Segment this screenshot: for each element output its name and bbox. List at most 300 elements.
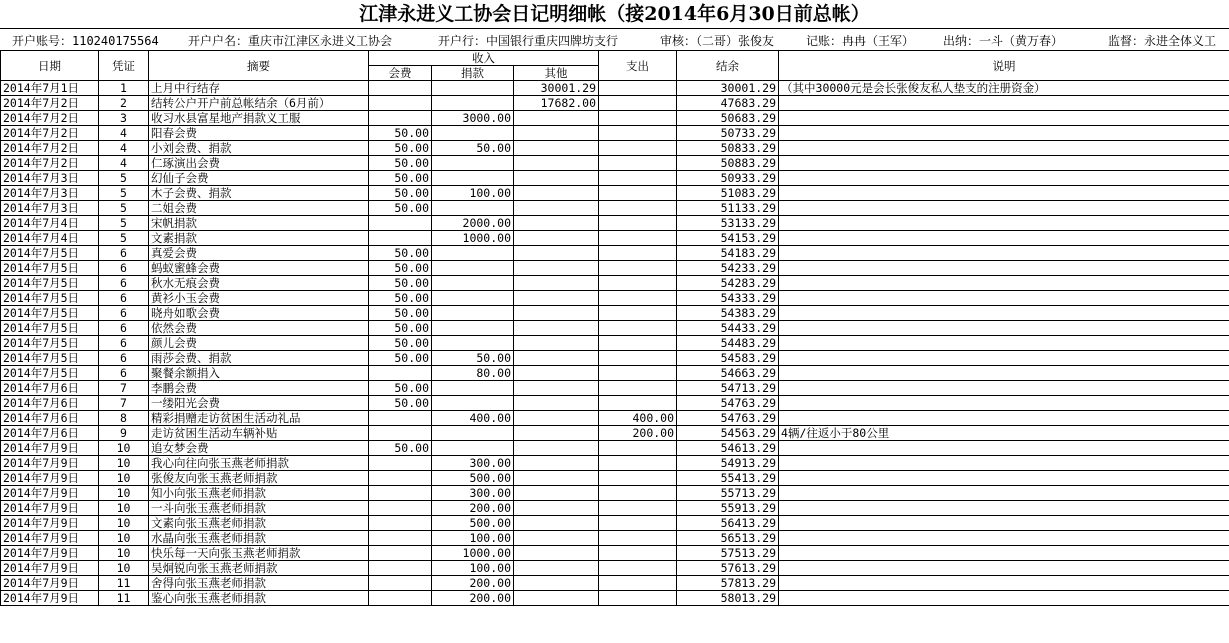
cell-expense: 400.00 — [599, 411, 677, 426]
cell-voucher: 4 — [99, 126, 149, 141]
table-row — [1, 501, 1229, 516]
cell-other — [514, 336, 599, 351]
table-row — [1, 321, 1229, 336]
cell-balance: 55413.29 — [677, 471, 779, 486]
cell-expense — [599, 276, 677, 291]
cell-donation: 300.00 — [432, 456, 514, 471]
cell-voucher: 6 — [99, 276, 149, 291]
col-note: 说明 — [779, 51, 1229, 81]
cell-voucher: 10 — [99, 471, 149, 486]
cell-other — [514, 306, 599, 321]
cell-summary: 结转公户开户前总帐结余（6月前） — [149, 96, 369, 111]
cell-fee: 50.00 — [369, 396, 432, 411]
table-row — [1, 276, 1229, 291]
cell-donation: 500.00 — [432, 471, 514, 486]
col-balance: 结余 — [677, 51, 779, 81]
cell-balance: 54233.29 — [677, 261, 779, 276]
cell-other — [514, 531, 599, 546]
cell-other — [514, 126, 599, 141]
cell-other — [514, 276, 599, 291]
cell-balance: 54763.29 — [677, 396, 779, 411]
cell-summary: 文素捐款 — [149, 231, 369, 246]
table-row — [1, 216, 1229, 231]
cell-balance: 50833.29 — [677, 141, 779, 156]
cell-fee — [369, 576, 432, 591]
account-number: 开户账号：110240175564 — [12, 34, 159, 48]
cell-donation — [432, 306, 514, 321]
cell-summary: 仁琢演出会费 — [149, 156, 369, 171]
cell-date: 2014年7月9日 — [1, 516, 99, 531]
bookkeeper: 记账：冉冉（王军） — [806, 34, 915, 48]
cell-fee — [369, 561, 432, 576]
cell-voucher: 6 — [99, 366, 149, 381]
cell-expense — [599, 96, 677, 111]
col-voucher: 凭证 — [99, 51, 149, 81]
cell-expense — [599, 141, 677, 156]
cell-summary: 知小向张玉燕老师捐款 — [149, 486, 369, 501]
cell-date: 2014年7月9日 — [1, 456, 99, 471]
cell-balance: 54283.29 — [677, 276, 779, 291]
cell-date: 2014年7月2日 — [1, 96, 99, 111]
cell-fee — [369, 216, 432, 231]
cell-other — [514, 141, 599, 156]
ledger-title: 江津永进义工协会日记明细帐（接2014年6月30日前总帐） — [0, 0, 1229, 29]
cell-summary: 吴炯锐向张玉燕老师捐款 — [149, 561, 369, 576]
cell-donation — [432, 336, 514, 351]
cell-voucher: 5 — [99, 231, 149, 246]
cell-balance: 54663.29 — [677, 366, 779, 381]
cell-other — [514, 501, 599, 516]
cell-note — [779, 531, 1229, 546]
cell-date: 2014年7月9日 — [1, 441, 99, 456]
cell-summary: 颜儿会费 — [149, 336, 369, 351]
table-row — [1, 291, 1229, 306]
cell-other — [514, 171, 599, 186]
cell-summary: 追女梦会费 — [149, 441, 369, 456]
cell-note — [779, 216, 1229, 231]
cell-summary: 蚂蚁蜜蜂会费 — [149, 261, 369, 276]
cell-expense — [599, 351, 677, 366]
cell-summary: 快乐每一天向张玉燕老师捐款 — [149, 546, 369, 561]
cell-note — [779, 276, 1229, 291]
cell-other — [514, 351, 599, 366]
cell-note — [779, 111, 1229, 126]
cell-summary: 精彩捐赠走访贫困生活动礼品 — [149, 411, 369, 426]
cell-other — [514, 456, 599, 471]
cell-voucher: 2 — [99, 96, 149, 111]
cell-donation — [432, 381, 514, 396]
cell-balance: 50933.29 — [677, 171, 779, 186]
cell-fee — [369, 231, 432, 246]
cell-donation: 100.00 — [432, 531, 514, 546]
cell-other — [514, 576, 599, 591]
table-row — [1, 201, 1229, 216]
cell-expense — [599, 126, 677, 141]
cell-voucher: 1 — [99, 81, 149, 96]
cell-donation — [432, 171, 514, 186]
cell-other — [514, 216, 599, 231]
cell-expense — [599, 366, 677, 381]
cell-note — [779, 351, 1229, 366]
cell-date: 2014年7月5日 — [1, 291, 99, 306]
cell-balance: 57513.29 — [677, 546, 779, 561]
cell-donation — [432, 201, 514, 216]
cell-fee: 50.00 — [369, 336, 432, 351]
cell-note — [779, 441, 1229, 456]
ledger-body — [1, 81, 1229, 606]
cell-note — [779, 366, 1229, 381]
cell-other — [514, 156, 599, 171]
cell-other — [514, 561, 599, 576]
cell-expense — [599, 81, 677, 96]
cell-summary: 幻仙子会费 — [149, 171, 369, 186]
cell-summary: 晓舟如歌会费 — [149, 306, 369, 321]
cell-donation — [432, 276, 514, 291]
cell-balance: 56513.29 — [677, 531, 779, 546]
table-row — [1, 411, 1229, 426]
cell-note — [779, 381, 1229, 396]
cell-summary: 李鹏会费 — [149, 381, 369, 396]
cell-balance: 54763.29 — [677, 411, 779, 426]
table-row — [1, 471, 1229, 486]
cell-note — [779, 411, 1229, 426]
cell-expense — [599, 396, 677, 411]
cell-balance: 50683.29 — [677, 111, 779, 126]
cell-note — [779, 471, 1229, 486]
cell-summary: 鉴心向张玉燕老师捐款 — [149, 591, 369, 606]
cell-voucher: 6 — [99, 336, 149, 351]
cell-expense — [599, 546, 677, 561]
table-row — [1, 81, 1229, 96]
cell-other — [514, 261, 599, 276]
cell-note — [779, 291, 1229, 306]
cell-voucher: 10 — [99, 441, 149, 456]
cell-donation: 200.00 — [432, 501, 514, 516]
cell-date: 2014年7月3日 — [1, 201, 99, 216]
cell-other — [514, 186, 599, 201]
cell-balance: 54713.29 — [677, 381, 779, 396]
cell-summary: 宋帆捐款 — [149, 216, 369, 231]
cell-expense — [599, 531, 677, 546]
cell-other — [514, 486, 599, 501]
cell-fee — [369, 546, 432, 561]
cell-note — [779, 306, 1229, 321]
cell-date: 2014年7月4日 — [1, 216, 99, 231]
table-row — [1, 576, 1229, 591]
cell-voucher: 6 — [99, 291, 149, 306]
cell-fee: 50.00 — [369, 321, 432, 336]
cell-donation: 500.00 — [432, 516, 514, 531]
table-row — [1, 141, 1229, 156]
cell-voucher: 6 — [99, 321, 149, 336]
cashier: 出纳：一斗（黄万春） — [943, 34, 1064, 48]
cell-date: 2014年7月9日 — [1, 486, 99, 501]
cell-voucher: 5 — [99, 216, 149, 231]
cell-balance: 54333.29 — [677, 291, 779, 306]
cell-date: 2014年7月1日 — [1, 81, 99, 96]
cell-date: 2014年7月9日 — [1, 471, 99, 486]
cell-balance: 58013.29 — [677, 591, 779, 606]
cell-voucher: 6 — [99, 246, 149, 261]
cell-date: 2014年7月3日 — [1, 171, 99, 186]
cell-expense — [599, 441, 677, 456]
col-other: 其他 — [514, 66, 599, 81]
cell-summary: 依然会费 — [149, 321, 369, 336]
cell-date: 2014年7月2日 — [1, 111, 99, 126]
cell-expense — [599, 561, 677, 576]
cell-date: 2014年7月9日 — [1, 576, 99, 591]
cell-note — [779, 126, 1229, 141]
cell-other — [514, 591, 599, 606]
table-row — [1, 246, 1229, 261]
col-donation: 捐款 — [432, 66, 514, 81]
cell-expense — [599, 336, 677, 351]
col-expense: 支出 — [599, 51, 677, 81]
cell-fee: 50.00 — [369, 171, 432, 186]
table-row — [1, 486, 1229, 501]
cell-other: 17682.00 — [514, 96, 599, 111]
cell-summary: 阳春会费 — [149, 126, 369, 141]
cell-donation: 100.00 — [432, 186, 514, 201]
cell-fee — [369, 426, 432, 441]
cell-note — [779, 546, 1229, 561]
cell-note — [779, 96, 1229, 111]
cell-balance: 54183.29 — [677, 246, 779, 261]
cell-expense — [599, 216, 677, 231]
cell-expense — [599, 456, 677, 471]
cell-donation: 100.00 — [432, 561, 514, 576]
cell-note — [779, 231, 1229, 246]
cell-other — [514, 246, 599, 261]
cell-date: 2014年7月5日 — [1, 306, 99, 321]
cell-date: 2014年7月2日 — [1, 156, 99, 171]
cell-other — [514, 111, 599, 126]
cell-fee — [369, 96, 432, 111]
cell-donation — [432, 396, 514, 411]
cell-fee — [369, 501, 432, 516]
cell-fee — [369, 531, 432, 546]
cell-expense — [599, 201, 677, 216]
cell-date: 2014年7月2日 — [1, 141, 99, 156]
cell-summary: 二姐会费 — [149, 201, 369, 216]
cell-donation: 50.00 — [432, 351, 514, 366]
cell-donation — [432, 426, 514, 441]
cell-balance: 47683.29 — [677, 96, 779, 111]
cell-voucher: 8 — [99, 411, 149, 426]
cell-summary: 真爱会费 — [149, 246, 369, 261]
cell-date: 2014年7月9日 — [1, 546, 99, 561]
table-row — [1, 456, 1229, 471]
auditor: 审核：（二哥）张俊友 — [660, 34, 775, 48]
cell-voucher: 5 — [99, 171, 149, 186]
cell-fee: 50.00 — [369, 441, 432, 456]
cell-other — [514, 546, 599, 561]
cell-fee: 50.00 — [369, 141, 432, 156]
table-row — [1, 156, 1229, 171]
cell-voucher: 7 — [99, 381, 149, 396]
col-date: 日期 — [1, 51, 99, 81]
cell-balance: 54433.29 — [677, 321, 779, 336]
cell-note — [779, 261, 1229, 276]
cell-note — [779, 156, 1229, 171]
cell-fee: 50.00 — [369, 201, 432, 216]
cell-other — [514, 426, 599, 441]
table-row — [1, 396, 1229, 411]
cell-expense — [599, 381, 677, 396]
cell-other: 30001.29 — [514, 81, 599, 96]
cell-donation: 2000.00 — [432, 216, 514, 231]
cell-voucher: 6 — [99, 351, 149, 366]
cell-other — [514, 516, 599, 531]
table-row — [1, 111, 1229, 126]
cell-expense — [599, 591, 677, 606]
cell-expense — [599, 231, 677, 246]
cell-date: 2014年7月9日 — [1, 591, 99, 606]
cell-date: 2014年7月6日 — [1, 411, 99, 426]
cell-voucher: 10 — [99, 546, 149, 561]
table-row — [1, 171, 1229, 186]
cell-voucher: 11 — [99, 591, 149, 606]
cell-balance: 57813.29 — [677, 576, 779, 591]
cell-date: 2014年7月6日 — [1, 381, 99, 396]
cell-note — [779, 516, 1229, 531]
cell-balance: 51083.29 — [677, 186, 779, 201]
cell-donation — [432, 441, 514, 456]
cell-note — [779, 321, 1229, 336]
cell-other — [514, 321, 599, 336]
cell-date: 2014年7月9日 — [1, 501, 99, 516]
cell-expense — [599, 111, 677, 126]
cell-voucher: 10 — [99, 516, 149, 531]
cell-other — [514, 366, 599, 381]
cell-summary: 我心向往向张玉燕老师捐款 — [149, 456, 369, 471]
col-income: 收入 — [369, 51, 599, 66]
cell-summary: 上月中行结存 — [149, 81, 369, 96]
cell-balance: 54153.29 — [677, 231, 779, 246]
cell-voucher: 6 — [99, 261, 149, 276]
cell-summary: 雨莎会费、捐款 — [149, 351, 369, 366]
cell-summary: 水晶向张玉燕老师捐款 — [149, 531, 369, 546]
table-row — [1, 96, 1229, 111]
cell-fee — [369, 81, 432, 96]
cell-summary: 文素向张玉燕老师捐款 — [149, 516, 369, 531]
cell-summary: 秋水无痕会费 — [149, 276, 369, 291]
cell-donation: 80.00 — [432, 366, 514, 381]
cell-summary: 张俊友向张玉燕老师捐款 — [149, 471, 369, 486]
cell-fee: 50.00 — [369, 381, 432, 396]
cell-other — [514, 231, 599, 246]
cell-fee: 50.00 — [369, 276, 432, 291]
cell-voucher: 6 — [99, 306, 149, 321]
table-row — [1, 546, 1229, 561]
cell-fee: 50.00 — [369, 186, 432, 201]
cell-expense — [599, 156, 677, 171]
cell-date: 2014年7月5日 — [1, 276, 99, 291]
cell-donation: 50.00 — [432, 141, 514, 156]
cell-date: 2014年7月9日 — [1, 531, 99, 546]
cell-note — [779, 186, 1229, 201]
cell-summary: 黄衫小玉会费 — [149, 291, 369, 306]
cell-other — [514, 471, 599, 486]
table-row — [1, 561, 1229, 576]
cell-donation: 300.00 — [432, 486, 514, 501]
table-row — [1, 441, 1229, 456]
cell-voucher: 10 — [99, 501, 149, 516]
cell-summary: 聚餐余额捐入 — [149, 366, 369, 381]
cell-note: 4辆/往返小于80公里 — [779, 426, 1229, 441]
cell-balance: 54913.29 — [677, 456, 779, 471]
cell-voucher: 10 — [99, 531, 149, 546]
cell-balance: 56413.29 — [677, 516, 779, 531]
cell-balance: 30001.29 — [677, 81, 779, 96]
cell-expense — [599, 516, 677, 531]
table-row — [1, 126, 1229, 141]
cell-note: （其中30000元是会长张俊友私人垫支的注册资金） — [779, 81, 1229, 96]
cell-balance: 51133.29 — [677, 201, 779, 216]
cell-expense — [599, 321, 677, 336]
cell-other — [514, 396, 599, 411]
account-info-bar — [0, 28, 1229, 51]
cell-date: 2014年7月5日 — [1, 321, 99, 336]
cell-donation: 3000.00 — [432, 111, 514, 126]
table-row — [1, 591, 1229, 606]
cell-other — [514, 201, 599, 216]
cell-fee: 50.00 — [369, 306, 432, 321]
cell-donation — [432, 246, 514, 261]
cell-date: 2014年7月5日 — [1, 366, 99, 381]
cell-date: 2014年7月5日 — [1, 351, 99, 366]
cell-summary: 木子会费、捐款 — [149, 186, 369, 201]
supervisor: 监督：永进全体义工 — [1108, 34, 1217, 48]
table-row — [1, 306, 1229, 321]
cell-expense — [599, 291, 677, 306]
cell-balance: 54483.29 — [677, 336, 779, 351]
cell-fee — [369, 486, 432, 501]
cell-expense — [599, 306, 677, 321]
cell-expense — [599, 246, 677, 261]
cell-voucher: 4 — [99, 141, 149, 156]
cell-summary: 一缕阳光会费 — [149, 396, 369, 411]
cell-note — [779, 501, 1229, 516]
cell-fee — [369, 516, 432, 531]
cell-fee — [369, 366, 432, 381]
cell-fee: 50.00 — [369, 156, 432, 171]
cell-date: 2014年7月5日 — [1, 261, 99, 276]
cell-note — [779, 171, 1229, 186]
cell-fee — [369, 456, 432, 471]
cell-expense — [599, 186, 677, 201]
cell-other — [514, 291, 599, 306]
cell-voucher: 5 — [99, 201, 149, 216]
cell-expense — [599, 471, 677, 486]
cell-donation — [432, 261, 514, 276]
cell-note — [779, 576, 1229, 591]
cell-note — [779, 336, 1229, 351]
cell-balance: 54563.29 — [677, 426, 779, 441]
table-row — [1, 336, 1229, 351]
cell-donation: 1000.00 — [432, 231, 514, 246]
cell-note — [779, 396, 1229, 411]
cell-donation: 400.00 — [432, 411, 514, 426]
cell-voucher: 3 — [99, 111, 149, 126]
cell-expense — [599, 261, 677, 276]
cell-fee — [369, 411, 432, 426]
bank-name: 开户行：中国银行重庆四牌坊支行 — [438, 34, 619, 48]
cell-voucher: 5 — [99, 186, 149, 201]
cell-voucher: 7 — [99, 396, 149, 411]
cell-date: 2014年7月5日 — [1, 336, 99, 351]
cell-date: 2014年7月5日 — [1, 246, 99, 261]
